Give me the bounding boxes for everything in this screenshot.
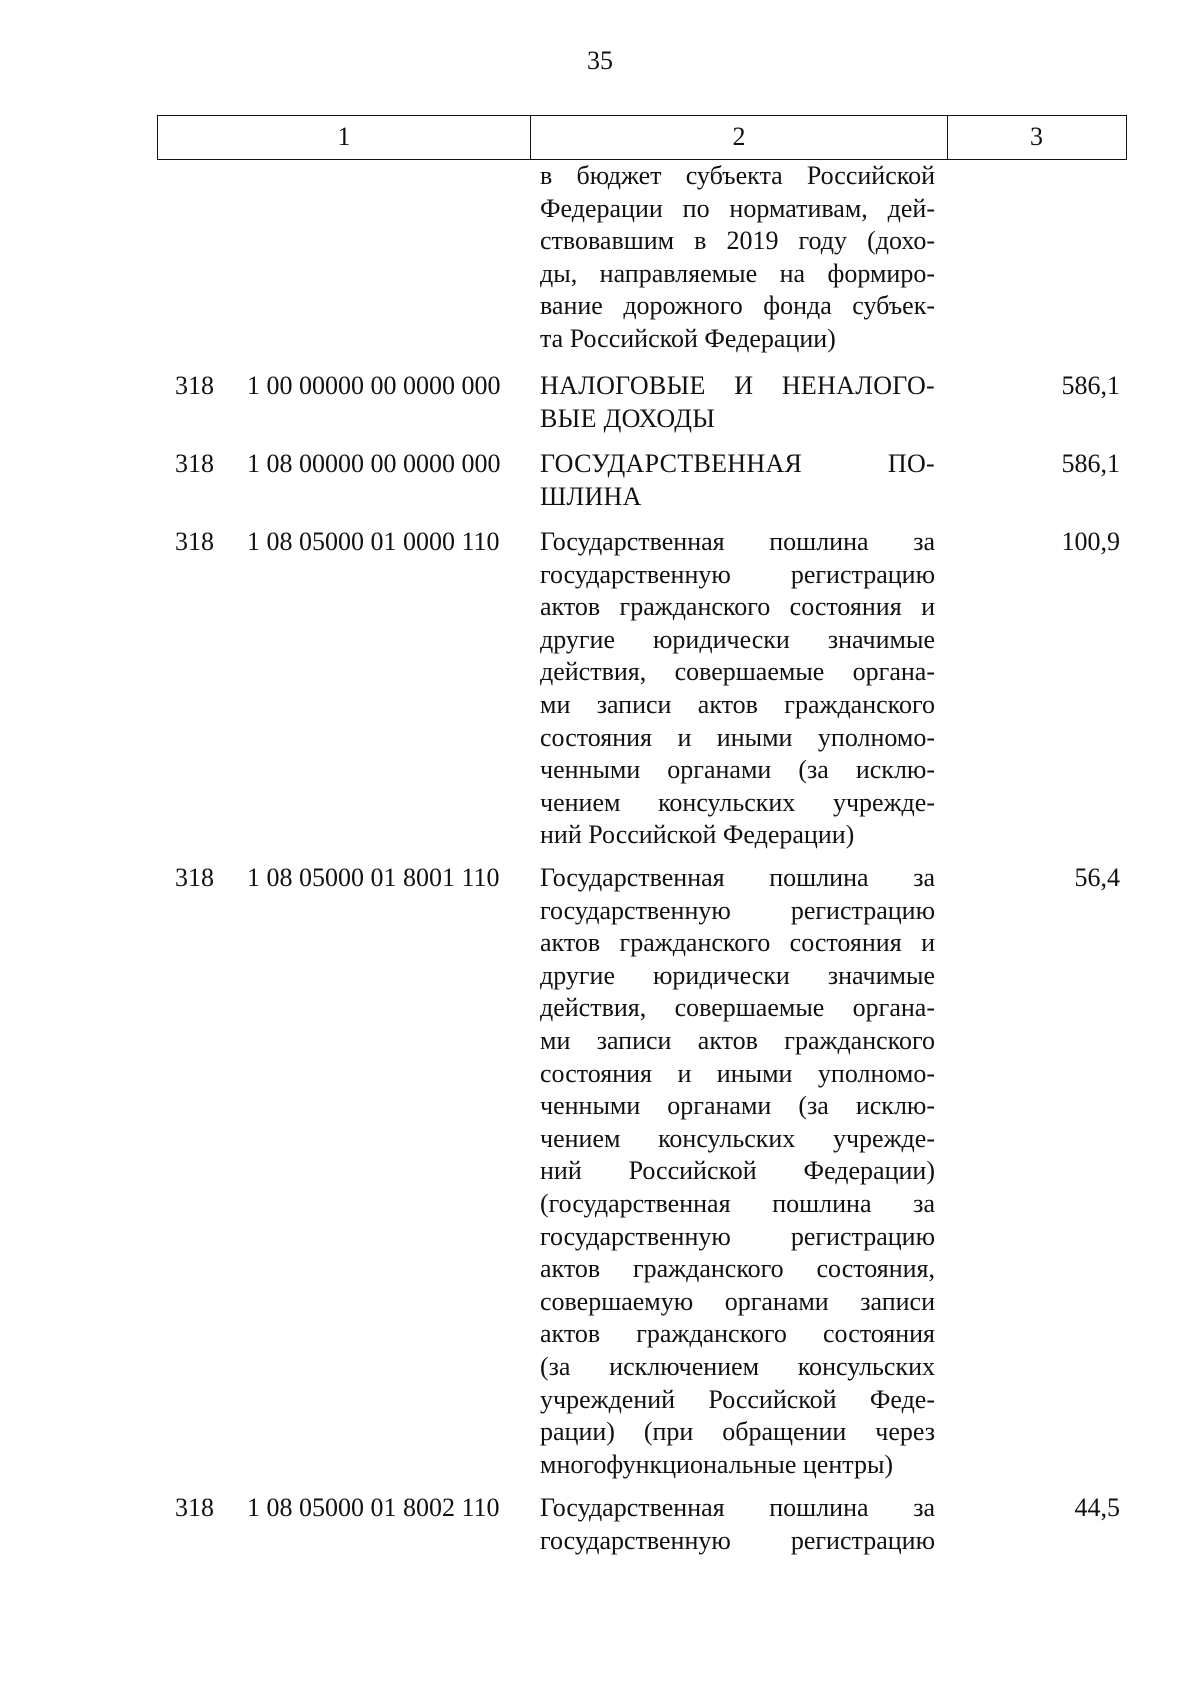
desc-line: государственную регистрацию <box>540 895 935 925</box>
desc-line: актов гражданского состояния и <box>540 592 935 622</box>
budget-code: 1 08 05000 01 8002 110 <box>247 1493 500 1522</box>
desc-line: государственную регистрацию <box>540 1525 935 1555</box>
desc-line: вание дорожного фонда субъек- <box>540 291 935 321</box>
desc-line: Государственная пошлина за <box>540 1493 935 1522</box>
desc-line: состояния и иными уполномо- <box>540 1058 935 1088</box>
amount: 100,9 <box>1061 527 1120 556</box>
desc-line: актов гражданского состояния, <box>540 1254 935 1284</box>
desc-line: Государственная пошлина за <box>540 527 935 556</box>
amount: 56,4 <box>1074 863 1120 892</box>
desc-line: ми записи актов гражданского <box>540 689 935 719</box>
desc-line: рации) (при обращении через <box>540 1417 935 1447</box>
desc-line: чением консульских учрежде- <box>540 1123 935 1153</box>
continuation-text <box>540 160 935 356</box>
row-description <box>540 370 935 435</box>
admin-code: 318 <box>175 371 214 400</box>
desc-line: актов гражданского состояния <box>540 1319 935 1349</box>
budget-code: 1 08 05000 01 8001 110 <box>247 863 500 892</box>
desc-line: совершаемую органами записи <box>540 1286 935 1316</box>
desc-line: учреждений Российской Феде- <box>540 1384 935 1414</box>
desc-line: та Российской Федерации) <box>540 323 836 353</box>
desc-line: другие юридически значимые <box>540 960 935 990</box>
budget-code: 1 08 05000 01 0000 110 <box>247 527 500 556</box>
desc-line: ченными органами (за исклю- <box>540 1091 935 1121</box>
desc-line: актов гражданского состояния и <box>540 928 935 958</box>
desc-line: состояния и иными уполномо- <box>540 722 935 752</box>
desc-line: ми записи актов гражданского <box>540 1025 935 1055</box>
row-description <box>540 1492 935 1557</box>
desc-line: ченными органами (за исклю- <box>540 755 935 785</box>
header-col-3: 3 <box>1030 122 1043 151</box>
desc-line: ВЫЕ ДОХОДЫ <box>540 403 716 433</box>
admin-code: 318 <box>175 1493 214 1522</box>
desc-line: (государственная пошлина за <box>540 1188 935 1218</box>
desc-line: государственную регистрацию <box>540 559 935 589</box>
desc-line: действия, совершаемые органа- <box>540 657 935 687</box>
amount: 586,1 <box>1061 449 1120 478</box>
desc-line: ний Российской Федерации) <box>540 1156 935 1186</box>
desc-line: другие юридически значимые <box>540 624 935 654</box>
desc-line: (за исключением консульских <box>540 1351 935 1381</box>
admin-code: 318 <box>175 449 214 478</box>
desc-line: Федерации по нормативам, дей- <box>540 193 935 223</box>
desc-line: ствовавшим в 2019 году (дохо- <box>540 226 935 256</box>
desc-line: в бюджет субъекта Российской <box>540 161 935 190</box>
amount: 586,1 <box>1061 371 1120 400</box>
desc-line: ды, направляемые на формиро- <box>540 258 935 288</box>
desc-line: действия, совершаемые органа- <box>540 993 935 1023</box>
desc-line: многофункциональные центры) <box>540 1449 894 1479</box>
header-col-1: 1 <box>158 116 531 159</box>
amount: 44,5 <box>1074 1493 1120 1522</box>
admin-code: 318 <box>175 527 214 556</box>
budget-code: 1 00 00000 00 0000 000 <box>247 371 501 400</box>
desc-line: НАЛОГОВЫЕ И НЕНАЛОГО- <box>540 371 935 400</box>
desc-line: ний Российской Федерации) <box>540 820 855 850</box>
row-description <box>540 526 935 852</box>
header-col-2: 2 <box>531 116 948 159</box>
desc-line: Государственная пошлина за <box>540 863 935 892</box>
admin-code: 318 <box>175 863 214 892</box>
row-description <box>540 862 935 1481</box>
budget-code: 1 08 00000 00 0000 000 <box>247 449 501 478</box>
desc-line: ШЛИНА <box>540 481 642 511</box>
desc-line: ГОСУДАРСТВЕННАЯ ПО- <box>540 449 935 478</box>
desc-line: чением консульских учрежде- <box>540 787 935 817</box>
desc-line: государственную регистрацию <box>540 1221 935 1251</box>
row-description <box>540 448 935 513</box>
table-header <box>157 115 1127 160</box>
page-number: 35 <box>587 46 613 75</box>
